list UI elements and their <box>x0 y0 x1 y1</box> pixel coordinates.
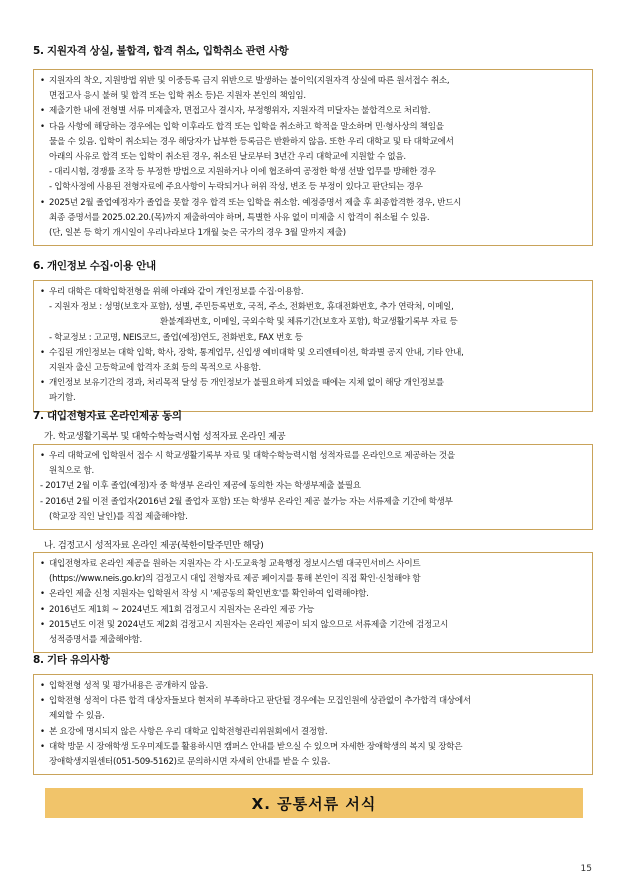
section-6-heading: 6. 개인정보 수집·이용 안내 <box>33 260 156 272</box>
list-item-continuation: (https://www.neis.go.kr)의 검정고시 대입 전형자료 제공 페이지를 통해 본인이 직접 확인·신청해야 함 <box>49 574 421 585</box>
list-item: • 다음 사항에 해당하는 경우에는 입학 이후라도 합격 또는 입학을 취소하고 학적을 말소하며 민·형사상의 책임을 <box>40 120 584 135</box>
section-7b-subheading: 나. 검정고시 성적자료 온라인 제공(북한이탈주민만 해당) <box>44 540 264 551</box>
section-5-box <box>33 69 593 246</box>
list-item-continuation: 면접고사 응시 불허 및 합격 또는 입학 취소 등)은 지원자 본인의 책임임. <box>49 91 306 102</box>
list-item: • 입학전형 성적이 다른 합격 대상자들보다 현저히 부족하다고 판단될 경우에는 모집인원에 상관없이 추가합격 대상에서 <box>40 694 584 709</box>
sub-item: - 2016년 2월 이전 졸업자(2016년 2월 졸업자 포함) 또는 학생부 온라인 제공 불가능 자는 서류제출 기간에 학생부 <box>40 496 453 507</box>
sub-item: - 지원자 정보 : 성명(보호자 포함), 성별, 주민등록번호, 국적, 주소, 전화번호, 휴대전화번호, 추가 연락처, 이메일, <box>49 302 454 313</box>
list-item-continuation: 원칙으로 함. <box>49 466 94 477</box>
list-item: • 우리 대학교에 입학원서 접수 시 학교생활기록부 자료 및 대학수학능력시험 성적자료를 온라인으로 제공하는 것을 <box>40 449 584 464</box>
section-7b-box <box>33 552 593 653</box>
page-number: 15 <box>580 864 592 874</box>
list-item: • 대입전형자료 온라인 제공을 원하는 지원자는 각 시·도교육청 교육행정 정보시스템 대국민서비스 사이트 <box>40 557 584 572</box>
list-item: • 2015년도 이전 및 2024년도 제2회 검정고시 지원자는 온라인 제공이 되지 않으므로 서류제출 기간에 검정고시 <box>40 618 584 633</box>
sub-item-continuation: (학교장 직인 날인)를 직접 제출해야함. <box>49 511 188 522</box>
section-5-heading: 5. 지원자격 상실, 불합격, 합격 취소, 입학취소 관련 사항 <box>33 45 289 57</box>
list-item: • 제출기한 내에 전형별 서류 미제출자, 면접고사 결시자, 부정행위자, 지원자격 미달자는 불합격으로 처리함. <box>40 104 584 119</box>
sub-item: - 학교정보 : 고교명, NEIS코드, 졸업(예정)연도, 전화번호, FAX 번호 등 <box>49 332 303 343</box>
sub-item-continuation: 환불계좌번호, 이메일, 국외수학 및 체류기간(보호자 포함), 학교생활기록부 자료 등 <box>160 317 458 328</box>
list-item: • 본 요강에 명시되지 않은 사항은 우리 대학교 입학전형관리위원회에서 결정함. <box>40 725 584 740</box>
list-item: • 2025년 2월 졸업예정자가 졸업을 못할 경우 합격 또는 입학을 취소함. 예정증명서 제출 후 최종합격한 경우, 반드시 <box>40 196 584 211</box>
list-item-continuation: 성적증명서를 제출해야함. <box>49 635 143 646</box>
list-item-continuation: 아래의 사유로 합격 또는 입학이 취소된 경우, 취소된 날로부터 3년간 우리 대학교에 지원할 수 없음. <box>49 152 406 163</box>
list-item-continuation: 제외할 수 있음. <box>49 711 105 722</box>
list-item-continuation: 파기함. <box>49 393 76 404</box>
list-item: • 입학전형 성적 및 평가내용은 공개하지 않음. <box>40 679 584 694</box>
section-8-box <box>33 674 593 775</box>
list-item-continuation: 물을 수 있음. 입학이 취소되는 경우 해당자가 납부한 등록금은 반환하지 않음. 또한 우리 대학교 및 타 대학교에서 <box>49 136 454 147</box>
list-item: • 우리 대학은 대학입학전형을 위해 아래와 같이 개인정보를 수집·이용함. <box>40 285 584 300</box>
list-item: • 수집된 개인정보는 대학 입학, 학사, 장학, 통계업무, 신입생 예비대학 및 오리엔테이션, 학과별 공지 안내, 기타 안내, <box>40 346 584 361</box>
list-item: • 지원자의 착오, 지원방법 위반 및 이중등록 금지 위반으로 발생하는 불이익(지원자격 상실에 따른 원서접수 취소, <box>40 74 584 89</box>
sub-item: - 입학사정에 사용된 전형자료에 주요사항이 누락되거나 허위 작성, 변조 등 부정이 있다고 판단되는 경우 <box>49 182 423 193</box>
section-7a-subheading: 가. 학교생활기록부 및 대학수학능력시험 성적자료 온라인 제공 <box>44 431 286 442</box>
list-item-continuation: (단, 일본 등 학기 개시일이 우리나라보다 1개월 늦은 국가의 경우 3월 말까지 제출) <box>49 228 346 239</box>
list-item-continuation: 장애학생지원센터(051-509-5162)로 문의하시면 자세히 안내를 받을 수 있음. <box>49 757 331 768</box>
section-8-heading: 8. 기타 유의사항 <box>33 654 110 666</box>
list-item: • 개인정보 보유기간의 경과, 처리목적 달성 등 개인정보가 불필요하게 되었을 때에는 지체 없이 해당 개인정보를 <box>40 376 584 391</box>
section-7a-box <box>33 444 593 530</box>
sub-item: - 대리시험, 경쟁률 조작 등 부정한 방법으로 지원하거나 이에 협조하여 공정한 학생 선발 업무를 방해한 경우 <box>49 167 436 178</box>
list-item: • 2016년도 제1회 ~ 2024년도 제1회 검정고시 지원자는 온라인 제공 가능 <box>40 603 584 618</box>
list-item-continuation: 지원자 출신 고등학교에 합격자 조회 등의 목적으로 사용함. <box>49 363 261 374</box>
list-item: • 대학 방문 시 장애학생 도우미제도를 활용하시면 캠퍼스 안내를 받으실 수 있으며 자세한 장애학생의 복지 및 장학은 <box>40 740 584 755</box>
chapter-banner: X. 공통서류 서식 <box>45 788 583 818</box>
sub-item: - 2017년 2월 이후 졸업(예정)자 중 학생부 온라인 제공에 동의한 자는 학생부제출 불필요 <box>40 481 361 492</box>
list-item-continuation: 최종 증명서를 2025.02.20.(목)까지 제출하여야 하며, 특별한 사유 없이 미제출 시 합격이 취소될 수 있음. <box>49 212 430 223</box>
section-7-heading: 7. 대입전형자료 온라인제공 동의 <box>33 410 182 422</box>
section-6-box <box>33 280 593 412</box>
list-item: • 온라인 제출 신청 지원자는 입학원서 작성 시 '제공동의 확인번호'를 확인하여 입력해야함. <box>40 587 584 602</box>
